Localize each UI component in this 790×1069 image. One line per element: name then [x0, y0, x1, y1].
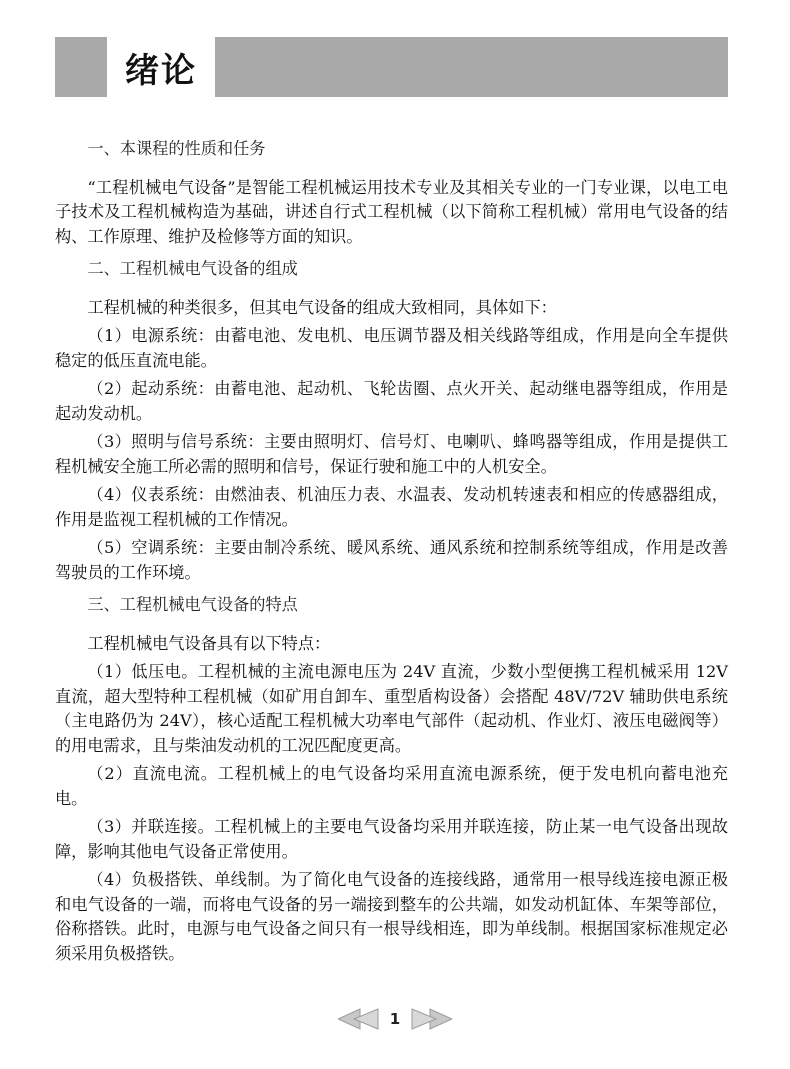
left-arrow-icon	[338, 1008, 380, 1030]
paragraph: （4）负极搭铁、单线制。为了简化电气设备的连接线路，通常用一根导线连接电源正极和电气设备的一端，而将电气设备的另一端接到整车的公共端，如发动机缸体、车架等部位，俗称搭铁。此时，电源与电气设备之间只有一根导线相连，即为单线制。根据国家标准规定必须采用负极搭铁。	[55, 870, 728, 963]
header-bar-left	[55, 37, 107, 97]
header-bar-right	[215, 37, 728, 97]
paragraph: （1）电源系统：由蓄电池、发电机、电压调节器及相关线路等组成，作用是向全车提供稳定的低压直流电能。	[55, 326, 728, 370]
page-footer	[0, 1006, 790, 1032]
page-body	[55, 125, 728, 970]
page-number: 1	[389, 1010, 401, 1028]
paragraph: （2）起动系统：由蓄电池、起动机、飞轮齿圈、点火开关、起动继电器等组成，作用是起动发动机。	[55, 379, 728, 423]
section-heading: 三、工程机械电气设备的特点	[87, 595, 298, 614]
paragraph: （1）低压电。工程机械的主流电源电压为 24V 直流，少数小型便携工程机械采用 12V 直流，超大型特种工程机械（如矿用自卸车、重型盾构设备）会搭配 48V/72V 辅助供电系统（主电路仍为 24V），核心适配工程机械大功率电气部件（起动机、作业灯、液压电磁阀等）的用电需求，且与柴油发动机的工况匹配度更高。	[55, 662, 728, 755]
paragraph: 工程机械电气设备具有以下特点：	[87, 633, 331, 653]
section-heading: 一、本课程的性质和任务	[87, 139, 266, 158]
paragraph: （3）并联连接。工程机械上的主要电气设备均采用并联连接，防止某一电气设备出现故障，影响其他电气设备正常使用。	[55, 817, 728, 861]
section-heading: 二、工程机械电气设备的组成	[87, 259, 298, 278]
paragraph: （3）照明与信号系统：主要由照明灯、信号灯、电喇叭、蜂鸣器等组成，作用是提供工程机械安全施工所必需的照明和信号，保证行驶和施工中的人机安全。	[55, 432, 728, 476]
paragraph: “工程机械电气设备”是智能工程机械运用技术专业及其相关专业的一门专业课，以电工电子技术及工程机械构造为基础，讲述自行式工程机械（以下简称工程机械）常用电气设备的结构、工作原理、维护及检修等方面的知识。	[55, 177, 728, 246]
right-arrow-icon	[410, 1008, 452, 1030]
paragraph: （2）直流电流。工程机械上的电气设备均采用直流电源系统，便于发电机向蓄电池充电。	[55, 764, 728, 808]
chapter-title: 绪论	[125, 50, 197, 91]
paragraph: （5）空调系统：主要由制冷系统、暖风系统、通风系统和控制系统等组成，作用是改善驾驶员的工作环境。	[55, 538, 728, 582]
paragraph: （4）仪表系统：由燃油表、机油压力表、水温表、发动机转速表和相应的传感器组成，作用是监视工程机械的工作情况。	[55, 485, 728, 529]
paragraph: 工程机械的种类很多，但其电气设备的组成大致相同，具体如下：	[87, 297, 557, 317]
